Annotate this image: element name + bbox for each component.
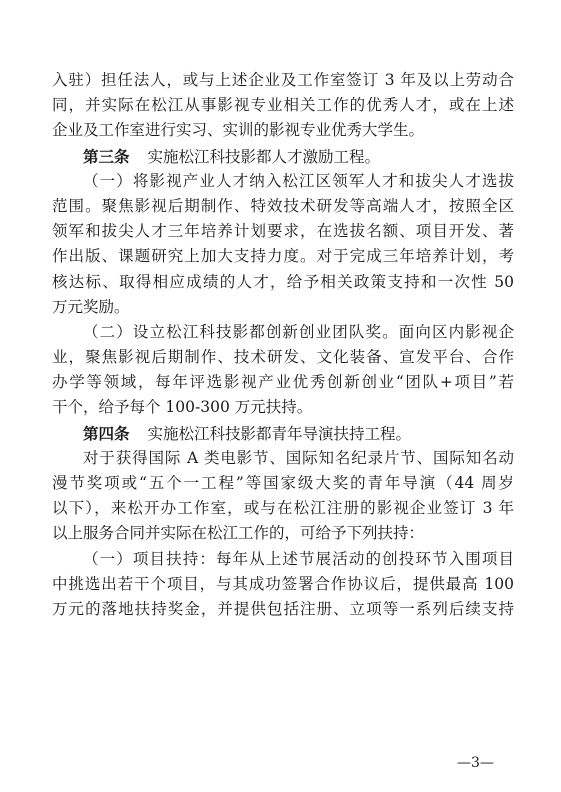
- text-line: 办学等领域，每年评选影视产业优秀创新创业“团队+项目”若: [52, 373, 514, 392]
- text-line: 漫节奖项或“五个一工程”等国家级大奖的青年导演（44 周岁: [52, 474, 514, 492]
- text-line: 同，并实际在松江从事影视专业相关工作的优秀人才，或在上述: [52, 96, 514, 115]
- text-line: 万元奖励。: [52, 297, 130, 316]
- text-line: 中挑选出若干个项目，与其成功签署合作协议后，提供最高 100: [52, 574, 514, 593]
- text-line: （一）项目扶持：每年从上述节展活动的创投环节入围项目: [83, 549, 514, 568]
- text-line: 入驻）担任法人，或与上述企业及工作室签订 3 年及以上劳动合: [52, 71, 514, 89]
- document-body: [52, 68, 514, 622]
- text-line: （二）设立松江科技影都创新创业团队奖。面向区内影视企: [83, 322, 514, 341]
- article-label: 第三条: [83, 146, 130, 166]
- article-heading-3: [52, 144, 514, 169]
- text-line: （一）将影视产业人才纳入松江区领军人才和拔尖人才选拔: [83, 171, 514, 190]
- text-line: 领军和拔尖人才三年培养计划要求，在选拔名额、项目开发、著: [52, 222, 514, 241]
- text-line: 以下），来松开办工作室，或与在松江注册的影视企业签订 3 年: [52, 499, 514, 518]
- article-title: 实施松江科技影都人才激励工程。: [147, 147, 381, 166]
- article-label: 第四条: [83, 423, 130, 443]
- text-line: 万元的落地扶持奖金，并提供包括注册、立项等一系列后续支持: [52, 599, 514, 618]
- text-line: 干个，给予每个 100-300 万元扶持。: [52, 398, 313, 417]
- page-number: —3—: [457, 755, 494, 771]
- text-line: 企业及工作室进行实习、实训的影视专业优秀大学生。: [52, 121, 425, 140]
- text-line: 作出版、课题研究上加大支持力度。对于完成三年培养计划，考: [52, 247, 514, 266]
- text-line: 业，聚焦影视后期制作、技术研发、文化装备、宣发平台、合作: [52, 348, 514, 367]
- article-title: 实施松江科技影都青年导演扶持工程。: [147, 424, 412, 443]
- text-line: 以上服务合同并实际在松江工作的，可给予下列扶持：: [52, 524, 425, 543]
- text-line: 对于获得国际 A 类电影节、国际知名纪录片节、国际知名动: [83, 448, 514, 467]
- text-line: 核达标、取得相应成绩的人才，给予相关政策支持和一次性 50: [52, 272, 514, 291]
- text-line: 范围。聚焦影视后期制作、特效技术研发等高端人才，按照全区: [52, 196, 514, 215]
- article-heading-4: [52, 421, 514, 446]
